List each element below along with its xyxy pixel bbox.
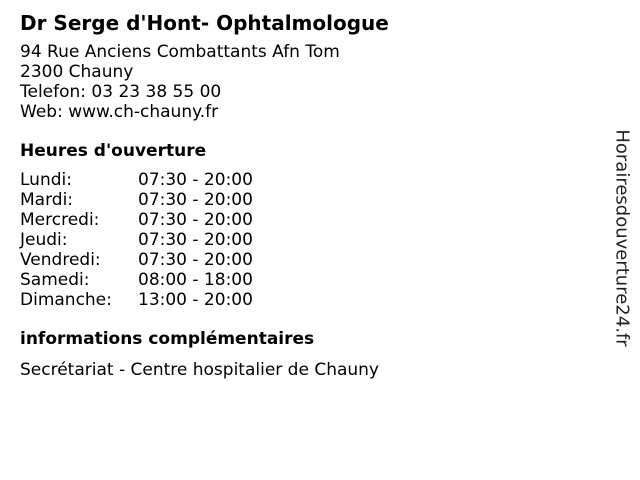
address-street: 94 Rue Anciens Combattants Afn Tom [20, 42, 340, 62]
hours-row [20, 230, 600, 250]
business-card [20, 10, 600, 380]
phone-number: Telefon: 03 23 38 55 00 [20, 82, 222, 102]
hours-time: 07:30 - 20:00 [138, 210, 253, 230]
info-heading: informations complémentaires [20, 329, 315, 349]
hours-time: 07:30 - 20:00 [138, 230, 253, 250]
hours-day: Lundi: [20, 170, 72, 190]
hours-row [20, 290, 600, 310]
hours-day: Vendredi: [20, 250, 101, 270]
hours-day: Jeudi: [20, 230, 68, 250]
address-block [20, 42, 600, 122]
hours-day: Dimanche: [20, 290, 112, 310]
hours-day: Mardi: [20, 190, 74, 210]
hours-time: 13:00 - 20:00 [138, 290, 253, 310]
hours-table [20, 170, 600, 310]
hours-heading: Heures d'ouverture [20, 141, 207, 161]
hours-time: 07:30 - 20:00 [138, 170, 253, 190]
hours-row [20, 270, 600, 290]
website-link: Web: www.ch-chauny.fr [20, 102, 219, 122]
hours-time: 07:30 - 20:00 [138, 250, 253, 270]
hours-time: 08:00 - 18:00 [138, 270, 253, 290]
brand-watermark: Horairesdouverture24.fr [611, 129, 633, 347]
address-city: 2300 Chauny [20, 62, 134, 82]
info-text: Secrétariat - Centre hospitalier de Chauny [20, 360, 379, 380]
hours-row [20, 190, 600, 210]
hours-row [20, 210, 600, 230]
page-title: Dr Serge d'Hont- Ophtalmologue [20, 11, 389, 35]
hours-row [20, 170, 600, 190]
hours-day: Mercredi: [20, 210, 100, 230]
hours-time: 07:30 - 20:00 [138, 190, 253, 210]
hours-row [20, 250, 600, 270]
hours-day: Samedi: [20, 270, 90, 290]
